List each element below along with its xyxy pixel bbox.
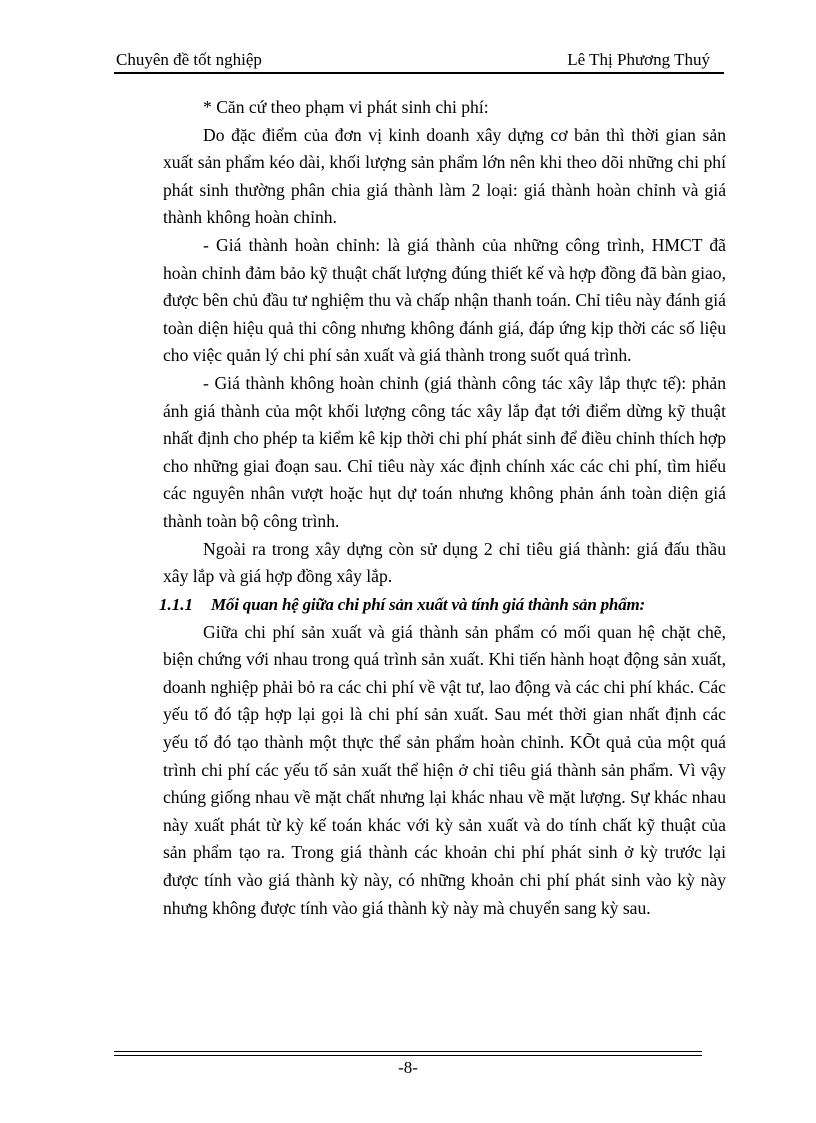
paragraph-scope-heading: * Căn cứ theo phạm vi phát sinh chi phí: <box>203 97 489 117</box>
document-body <box>159 94 726 922</box>
footer-rule <box>114 1051 702 1056</box>
header-rule <box>114 72 724 74</box>
paragraph-other-indicators: Ngoài ra trong xây dựng còn sử dụng 2 chỉ tiêu giá thành: giá đấu thầu xây lắp và giá hợp đồng xây lắp. <box>163 538 726 587</box>
section-number: 1.1.1 <box>159 594 193 614</box>
paragraph-relationship: Giữa chi phí sản xuất và giá thành sản phẩm có mối quan hệ chặt chẽ, biện chứng với nhau trong quá trình sản xuất. Khi tiến hành hoạt động sản xuất, doanh nghiệp phải bỏ ra các chi phí về vật tư, lao động và các chi phí khác. Các yếu tố đó tập hợp lại gọi là chi phí sản xuất. Sau mét thời gian nhất định các yếu tố đó tạo thành một thực thể sản phẩm hoàn chỉnh. KÕt quả của một quá trình chi phí các yếu tố sản xuất thể hiện ở chỉ tiêu giá thành sản phẩm. Vì vậy chúng giống nhau về mặt chất nhưng lại khác nhau về mặt lượng. Sự khác nhau này xuất phát từ kỳ kế toán khác với kỳ sản xuất và do tính chất kỹ thuật của sản phẩm tạo ra. Trong giá thành các khoản chi phí phát sinh ở kỳ trước lại được tính vào giá thành kỳ này, có những khoản chi phí phát sinh vào kỳ này nhưng không được tính vào giá thành kỳ này mà chuyển sang kỳ sau. <box>163 621 726 918</box>
header-author: Lê Thị Phương Thuý <box>567 50 710 69</box>
page-number: -8- <box>398 1058 418 1077</box>
section-heading <box>159 591 726 619</box>
section-title: Mối quan hệ giữa chi phí sản xuất và tính giá thành sản phẩm: <box>211 594 645 614</box>
paragraph-incomplete-cost: - Giá thành không hoàn chỉnh (giá thành công tác xây lắp thực tế): phản ánh giá thành của một khối lượng công tác xây lắp đạt tới điểm dừng kỹ thuật nhất định cho phép ta kiểm kê kịp thời chi phí phát sinh để điều chỉnh thích hợp cho những giai đoạn sau. Chỉ tiêu này xác định chính xác các chi phí, tìm hiểu các nguyên nhân vượt hoặc hụt dự toán nhưng không phản ánh toàn diện giá thành toàn bộ công trình. <box>163 372 726 531</box>
page-header <box>114 48 724 72</box>
paragraph-complete-cost: - Giá thành hoàn chỉnh: là giá thành của những công trình, HMCT đã hoàn chỉnh đảm bảo kỹ thuật chất lượng đúng thiết kế và hợp đồng đã bàn giao, được bên chủ đầu tư nghiệm thu và chấp nhận thanh toán. Chỉ tiêu này đánh giá toàn diện hiệu quả thi công nhưng không đánh giá, đáp ứng kịp thời các số liệu cho việc quản lý chi phí sản xuất và giá thành trong suốt quá trình. <box>163 234 726 366</box>
header-title: Chuyên đề tốt nghiệp <box>116 50 262 69</box>
paragraph-intro: Do đặc điểm của đơn vị kinh doanh xây dựng cơ bản thì thời gian sản xuất sản phẩm kéo dài, khối lượng sản phẩm lớn nên khi theo dõi những chi phí phát sinh thường phân chia giá thành làm 2 loại: giá thành hoàn chỉnh và giá thành không hoàn chỉnh. <box>163 124 726 228</box>
